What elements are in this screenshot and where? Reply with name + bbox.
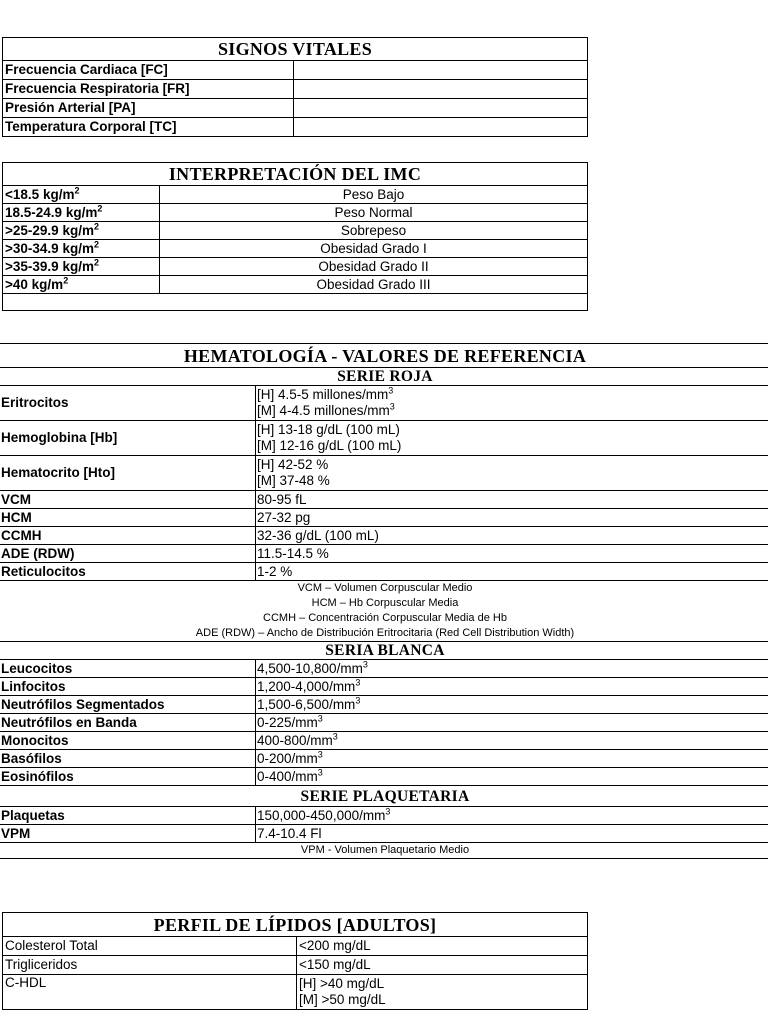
hema-value: $4,500-10,800/mm^3$: [256, 660, 768, 678]
bmi-label: Obesidad Grado III: [160, 276, 588, 294]
table-row: [0, 732, 768, 750]
hema-value: 32-36 g/dL (100 mL): [256, 527, 768, 545]
hematology-table: [0, 343, 768, 859]
table-row: [0, 825, 768, 843]
hema-label: Neutrófilos en Banda: [0, 714, 256, 732]
hema-label: Plaquetas: [0, 807, 256, 825]
hema-label: Reticulocitos: [0, 563, 256, 581]
red-series-notes: VCM – Volumen Corpuscular Medio HCM – Hb Corpuscular Media CCMH – Concentración Corpuscular Media de Hb ADE (RDW) – Ancho de Distribución Eritrocitaria (Red Cell Distribution Width): [0, 581, 768, 642]
hema-value: $0-200/mm^3$: [256, 750, 768, 768]
table-row: [0, 527, 768, 545]
bmi-label: Sobrepeso: [160, 222, 588, 240]
section-title-white-series: SERIA BLANCA: [0, 642, 768, 660]
table-row: [3, 240, 588, 258]
table-row: [3, 937, 588, 956]
table-row: [0, 386, 768, 421]
lipid-profile-title: PERFIL DE LÍPIDOS [ADULTOS]: [3, 913, 588, 937]
table-row: [0, 696, 768, 714]
section-title-red-series: SERIE ROJA: [0, 368, 768, 386]
bmi-label: Peso Bajo: [160, 186, 588, 204]
lipid-value: <200 mg/dL: [297, 937, 588, 956]
lipid-label: Colesterol Total: [3, 937, 297, 956]
hema-value: [H] 42-52 % [M] 37-48 %: [256, 456, 768, 491]
hema-label: HCM: [0, 509, 256, 527]
bmi-range: >35-39.9 $kg/m^2$: [3, 258, 160, 276]
hema-value: 80-95 fL: [256, 491, 768, 509]
hema-value: 27-32 pg: [256, 509, 768, 527]
hema-value: 7.4-10.4 Fl: [256, 825, 768, 843]
table-row: [3, 61, 588, 80]
hema-label: VPM: [0, 825, 256, 843]
hema-label: Leucocitos: [0, 660, 256, 678]
lipid-value: [H] >40 mg/dL [M] >50 mg/dL: [297, 975, 588, 1010]
empty-cell: [3, 294, 588, 311]
table-row: [0, 660, 768, 678]
table-row: [3, 258, 588, 276]
hema-value: [H] 13-18 g/dL (100 mL) [M] 12-16 g/dL (100 mL): [256, 421, 768, 456]
table-row: [3, 204, 588, 222]
vital-value: [294, 61, 588, 80]
hema-value: $0-400/mm^3$: [256, 768, 768, 786]
vital-value: [294, 80, 588, 99]
lipid-label: Trigliceridos: [3, 956, 297, 975]
lipid-label: C-HDL: [3, 975, 297, 1010]
table-row: [0, 678, 768, 696]
hema-label: Monocitos: [0, 732, 256, 750]
table-row: [3, 222, 588, 240]
bmi-title: INTERPRETACIÓN DEL IMC: [3, 163, 588, 186]
table-row: [0, 563, 768, 581]
hema-value: $0-225/mm^3$: [256, 714, 768, 732]
table-row: [3, 186, 588, 204]
hema-value: 11.5-14.5 %: [256, 545, 768, 563]
bmi-range: >30-34.9 $kg/m^2$: [3, 240, 160, 258]
hema-label: Hematocrito [Hto]: [0, 456, 256, 491]
bmi-range: 18.5-24.9 $kg/m^2$: [3, 204, 160, 222]
table-row: [0, 456, 768, 491]
section-title-platelet-series: SERIE PLAQUETARIA: [0, 786, 768, 807]
bmi-range: >25-29.9 $kg/m^2$: [3, 222, 160, 240]
notes-row: [0, 843, 768, 859]
table-row: [0, 768, 768, 786]
hema-label: ADE (RDW): [0, 545, 256, 563]
bmi-label: Obesidad Grado I: [160, 240, 588, 258]
lipid-profile-table: [2, 912, 588, 1010]
hema-label: VCM: [0, 491, 256, 509]
hematology-title: HEMATOLOGÍA - VALORES DE REFERENCIA: [0, 344, 768, 368]
bmi-label: Peso Normal: [160, 204, 588, 222]
hema-label: Eosinófilos: [0, 768, 256, 786]
hema-value: $1,500-6,500/mm^3$: [256, 696, 768, 714]
notes-row: [0, 581, 768, 642]
bmi-table: [2, 162, 588, 311]
hema-value: $400-800/mm^3$: [256, 732, 768, 750]
vital-signs-table: [2, 37, 588, 137]
vital-signs-title: SIGNOS VITALES: [3, 38, 588, 61]
hema-value: [H] 4.5-5 millones/$mm^3$ [M] 4-4.5 millones/$mm^3$: [256, 386, 768, 421]
hema-label: Neutrófilos Segmentados: [0, 696, 256, 714]
hema-label: Hemoglobina [Hb]: [0, 421, 256, 456]
hema-label: Basófilos: [0, 750, 256, 768]
table-row: [0, 714, 768, 732]
table-row: [3, 118, 588, 137]
table-row: [3, 956, 588, 975]
hema-value: $150,000-450,000/mm^3$: [256, 807, 768, 825]
bmi-range: >40 $kg/m^2$: [3, 276, 160, 294]
table-row: [3, 80, 588, 99]
table-row: [3, 276, 588, 294]
vital-label: Frecuencia Respiratoria [FR]: [3, 80, 294, 99]
bmi-range: <18.5 $kg/m^2$: [3, 186, 160, 204]
hema-value: 1-2 %: [256, 563, 768, 581]
table-row: [0, 807, 768, 825]
platelet-note: VPM - Volumen Plaquetario Medio: [0, 843, 768, 859]
vital-label: Temperatura Corporal [TC]: [3, 118, 294, 137]
vital-value: [294, 118, 588, 137]
vital-label: Frecuencia Cardiaca [FC]: [3, 61, 294, 80]
hema-label: Eritrocitos: [0, 386, 256, 421]
table-row: [0, 509, 768, 527]
table-row: [0, 750, 768, 768]
table-row-empty: [3, 294, 588, 311]
table-row: [3, 99, 588, 118]
bmi-label: Obesidad Grado II: [160, 258, 588, 276]
vital-value: [294, 99, 588, 118]
table-row: [0, 491, 768, 509]
lipid-value: <150 mg/dL: [297, 956, 588, 975]
table-row: [3, 975, 588, 1010]
table-row: [0, 545, 768, 563]
table-row: [0, 421, 768, 456]
vital-label: Presión Arterial [PA]: [3, 99, 294, 118]
hema-value: $1,200-4,000/mm^3$: [256, 678, 768, 696]
hema-label: Linfocitos: [0, 678, 256, 696]
hema-label: CCMH: [0, 527, 256, 545]
